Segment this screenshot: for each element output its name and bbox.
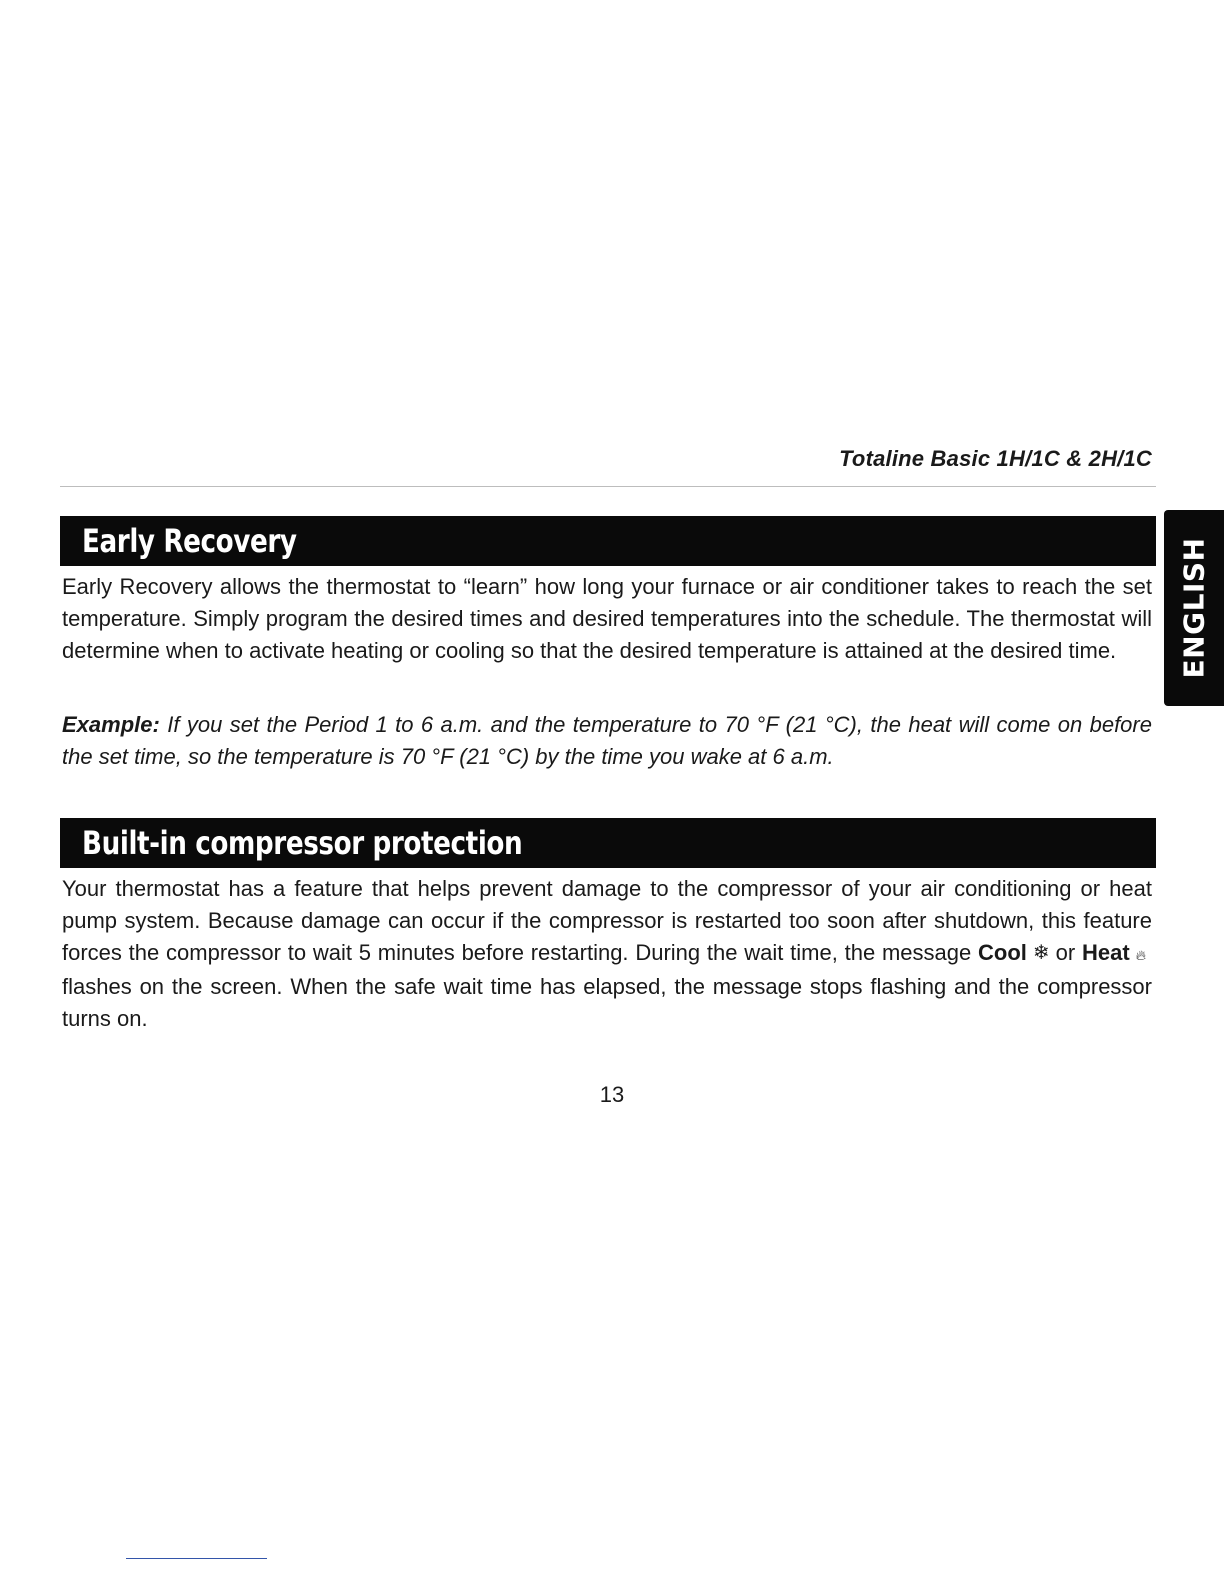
- language-tab: [1164, 510, 1224, 706]
- page-number: 13: [599, 1082, 625, 1107]
- section-heading-text: Built-in compressor protection: [82, 824, 523, 862]
- example-label: Example:: [62, 712, 160, 737]
- section-heading-compressor-protection: [60, 818, 1156, 868]
- flame-icon: 🔥︎: [1135, 947, 1146, 963]
- footer-rule: [126, 1558, 267, 1559]
- compressor-protection-body: [62, 873, 1152, 1035]
- early-recovery-example: [62, 709, 1152, 773]
- early-recovery-body: Early Recovery allows the thermostat to “learn” how long your furnace or air conditioner takes to reach the set temperature. Simply program the desired times and desired temperatures into the schedule. The thermostat will determine when to activate heating or cooling so that the desired temperature is attained at the desired time.: [62, 574, 1152, 663]
- heat-label: Heat: [1082, 940, 1130, 965]
- example-text: If you set the Period 1 to 6 a.m. and the temperature to 70 °F (21 °C), the heat will come on before the set time, so the temperature is 70 °F (21 °C) by the time you wake at 6 a.m.: [62, 712, 1152, 769]
- snowflake-icon: ❄: [1032, 942, 1050, 964]
- or-text: or: [1055, 940, 1076, 965]
- document-header-title: Totaline Basic 1H/1C & 2H/1C: [839, 446, 1152, 471]
- language-tab-label: ENGLISH: [1177, 537, 1211, 679]
- header-divider: [60, 486, 1156, 487]
- section-heading-text: Early Recovery: [82, 522, 297, 560]
- compressor-body-part2: flashes on the screen. When the safe wait time has elapsed, the message stops flashing and the compressor turns on.: [62, 974, 1152, 1031]
- compressor-body-part1: Your thermostat has a feature that helps prevent damage to the compressor of your air conditioning or heat pump system. Because damage can occur if the compressor is restarted too soon after shutdown, this feature forces the compressor to wait 5 minutes before restarting. During the wait time, the message: [62, 876, 1152, 965]
- cool-label: Cool: [978, 940, 1027, 965]
- section-heading-early-recovery: [60, 516, 1156, 566]
